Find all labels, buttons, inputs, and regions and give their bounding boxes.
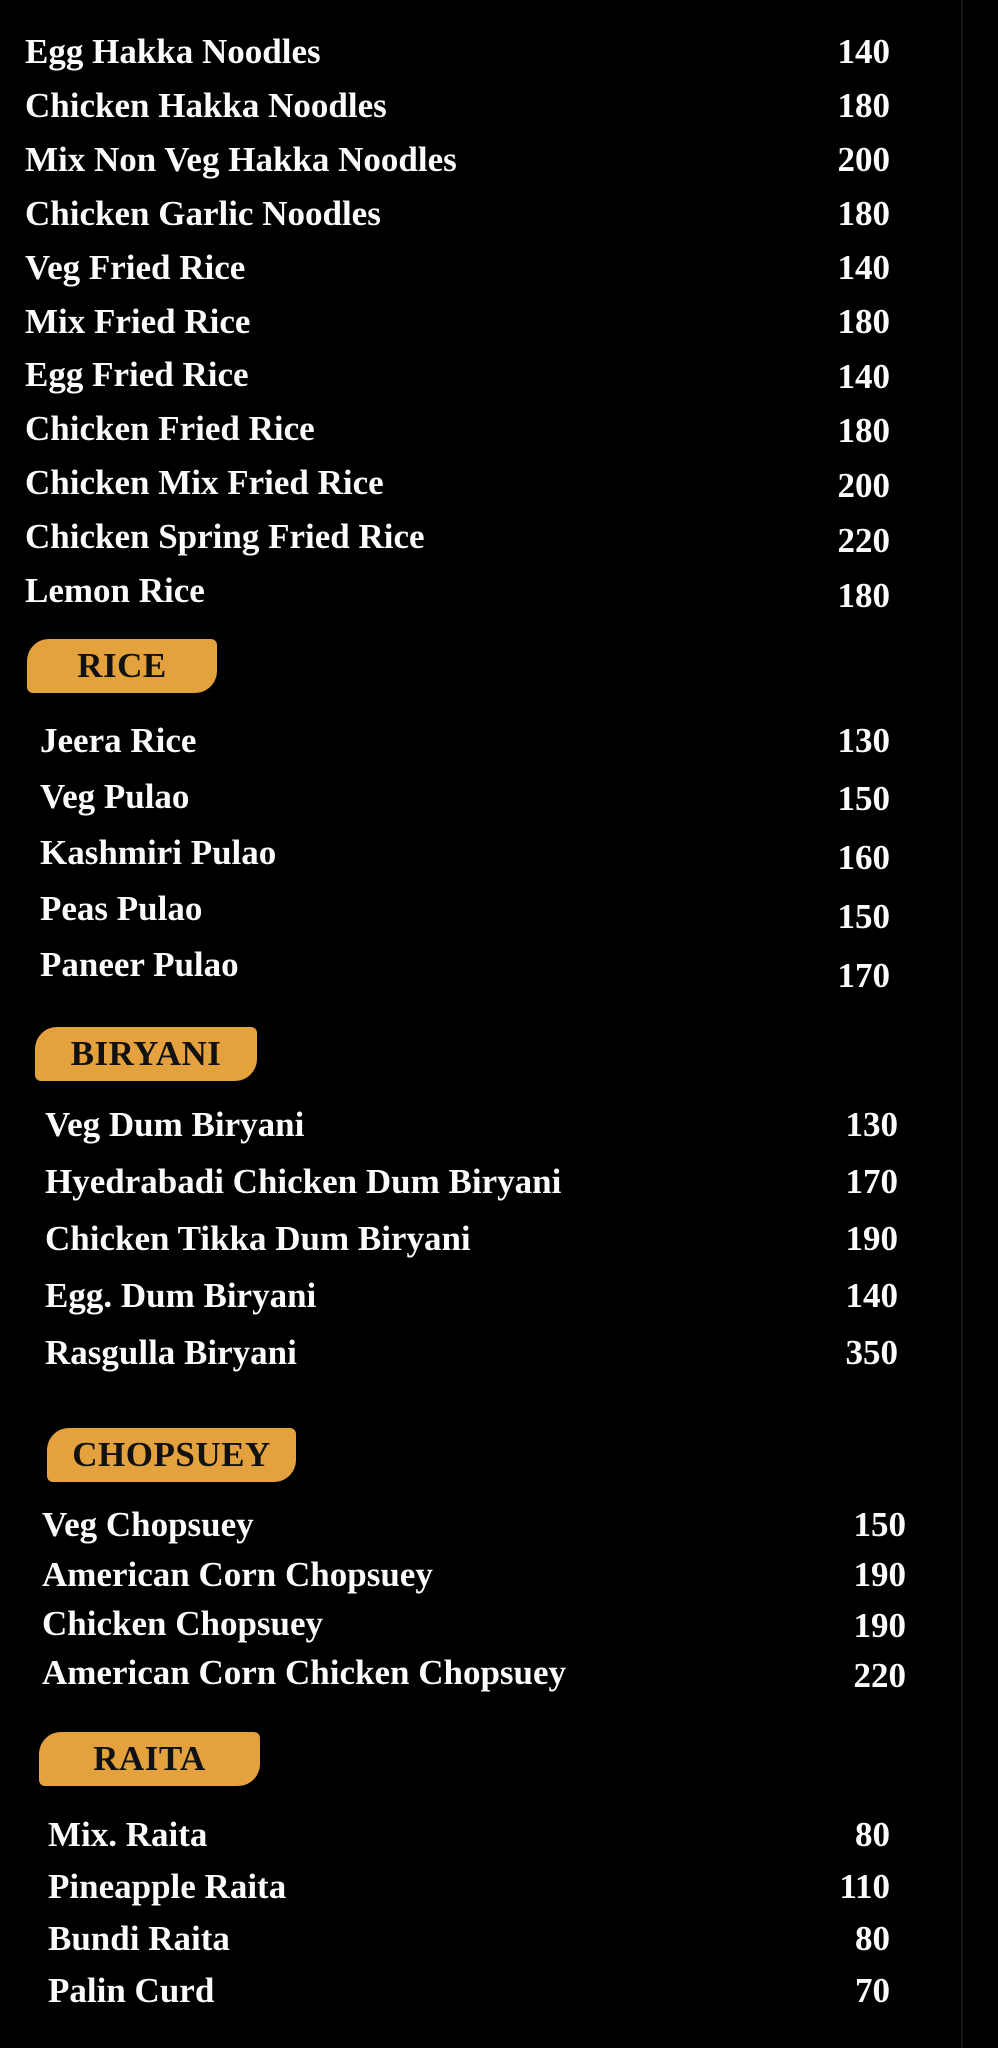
menu-item-price: 150	[837, 779, 890, 818]
menu-item-name: Chicken Tikka Dum Biryani	[45, 1219, 471, 1258]
menu-item-price: 140	[837, 357, 890, 396]
menu-item-price: 180	[837, 86, 890, 125]
menu-item-price: 80	[855, 1919, 890, 1958]
menu-item-price: 200	[837, 140, 890, 179]
section-header-chopsuey: CHOPSUEY	[47, 1428, 296, 1482]
menu-item-name: Veg Fried Rice	[25, 248, 246, 287]
menu-item-name: Mix. Raita	[48, 1815, 208, 1854]
menu-item-name: American Corn Chicken Chopsuey	[42, 1653, 567, 1692]
menu-item-name: Kashmiri Pulao	[40, 833, 277, 872]
menu-item-price: 170	[837, 956, 890, 995]
menu-item-price: 110	[839, 1867, 890, 1906]
menu-item-name: Chicken Spring Fried Rice	[25, 517, 425, 556]
menu-item-price: 130	[837, 721, 890, 760]
menu-item-name: Chicken Garlic Noodles	[25, 194, 381, 233]
menu-item-price: 80	[855, 1815, 890, 1854]
menu-item-name: Chicken Fried Rice	[25, 409, 315, 448]
menu-item-name: Egg Fried Rice	[25, 355, 249, 394]
menu-item-name: American Corn Chopsuey	[42, 1555, 433, 1594]
menu-item-name: Mix Non Veg Hakka Noodles	[25, 140, 457, 179]
menu-item-price: 350	[845, 1333, 898, 1372]
menu-item-name: Palin Curd	[48, 1971, 215, 2010]
menu-item-price: 150	[837, 897, 890, 936]
menu-item-price: 180	[837, 302, 890, 341]
menu-item-price: 160	[837, 838, 890, 877]
menu-item-price: 140	[845, 1276, 898, 1315]
menu-item-name: Chicken Hakka Noodles	[25, 86, 387, 125]
menu-item-price: 190	[853, 1606, 906, 1645]
menu-item-price: 180	[837, 576, 890, 615]
menu-item-name: Chicken Chopsuey	[42, 1604, 324, 1643]
menu-item-name: Veg Pulao	[40, 777, 190, 816]
menu-item-price: 140	[837, 248, 890, 287]
menu-item-price: 140	[837, 32, 890, 71]
menu-item-price: 220	[837, 521, 890, 560]
menu-item-price: 200	[837, 466, 890, 505]
menu-item-price: 130	[845, 1105, 898, 1144]
menu-item-name: Mix Fried Rice	[25, 302, 251, 341]
menu-item-name: Lemon Rice	[25, 571, 205, 610]
menu-item-name: Paneer Pulao	[40, 945, 239, 984]
menu-item-name: Bundi Raita	[48, 1919, 230, 1958]
menu-item-name: Hyedrabadi Chicken Dum Biryani	[45, 1162, 562, 1201]
menu-item-name: Chicken Mix Fried Rice	[25, 463, 384, 502]
section-header-rice: RICE	[27, 639, 217, 693]
menu-item-price: 170	[845, 1162, 898, 1201]
section-header-raita: RAITA	[39, 1732, 260, 1786]
menu-item-name: Rasgulla Biryani	[45, 1333, 297, 1372]
menu-item-name: Peas Pulao	[40, 889, 203, 928]
menu-item-price: 150	[853, 1505, 906, 1544]
menu-item-name: Egg. Dum Biryani	[45, 1276, 317, 1315]
menu-item-name: Egg Hakka Noodles	[25, 32, 321, 71]
menu-item-price: 190	[853, 1555, 906, 1594]
menu-item-name: Veg Dum Biryani	[45, 1105, 305, 1144]
menu-item-price: 190	[845, 1219, 898, 1258]
section-header-biryani: BIRYANI	[35, 1027, 257, 1081]
right-edge-divider	[961, 0, 963, 2048]
menu-item-name: Veg Chopsuey	[42, 1505, 254, 1544]
menu-item-price: 180	[837, 411, 890, 450]
menu-item-price: 220	[853, 1656, 906, 1695]
menu-item-price: 180	[837, 194, 890, 233]
menu-item-name: Jeera Rice	[40, 721, 197, 760]
menu-item-name: Pineapple Raita	[48, 1867, 287, 1906]
menu-item-price: 70	[855, 1971, 890, 2010]
